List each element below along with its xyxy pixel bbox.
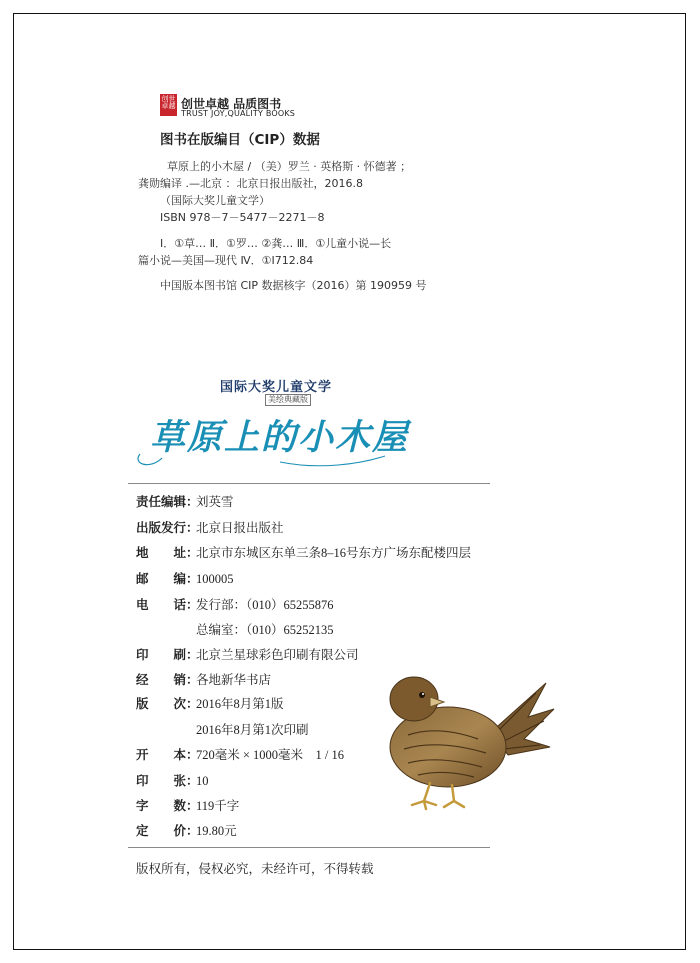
info-row-distributor bbox=[136, 670, 271, 688]
edition-badge: 美绘典藏版 bbox=[265, 394, 311, 406]
cip-title: 图书在版编目（CIP）数据 bbox=[160, 132, 320, 148]
info-label: 电 话： bbox=[136, 598, 199, 612]
info-value: 19.80元 bbox=[196, 824, 237, 838]
info-value: 720毫米 × 1000毫米 1 / 16 bbox=[196, 748, 345, 762]
info-value: 发行部：（010）65255876 bbox=[196, 598, 334, 612]
info-label: 开 本： bbox=[136, 748, 199, 762]
info-row-printing bbox=[136, 720, 309, 738]
info-row-editor bbox=[136, 492, 234, 510]
info-value: 119千字 bbox=[196, 799, 240, 813]
info-value: 2016年8月第1版 bbox=[196, 697, 284, 711]
page-frame bbox=[13, 13, 686, 950]
info-row-publisher bbox=[136, 518, 284, 536]
info-value: 北京兰星球彩色印刷有限公司 bbox=[196, 648, 359, 662]
bird-illustration bbox=[378, 655, 556, 813]
info-label: 邮 编： bbox=[136, 572, 199, 586]
cip-line-isbn: ISBN 978－7－5477－2271－8 bbox=[160, 211, 325, 224]
info-label: 印 张： bbox=[136, 774, 199, 788]
divider-bottom bbox=[128, 847, 490, 848]
cip-line-publisher: 龚勋编译 .—北京 ：北京日报出版社，2016.8 bbox=[138, 177, 363, 190]
info-label: 定 价： bbox=[136, 824, 199, 838]
cip-line-series: （国际大奖儿童文学） bbox=[160, 194, 270, 207]
info-label: 责任编辑： bbox=[136, 495, 199, 509]
info-label: 版 次： bbox=[136, 697, 199, 711]
info-label: 经 销： bbox=[136, 673, 199, 687]
series-title: 国际大奖儿童文学 bbox=[220, 380, 333, 395]
brand-name: 创世卓越 品质图书 bbox=[181, 97, 282, 111]
publisher-logo: 创世 卓越 bbox=[160, 94, 177, 116]
info-row-printer bbox=[136, 645, 359, 663]
copyright-notice: 版权所有，侵权必究，未经许可，不得转载 bbox=[136, 862, 374, 876]
info-label: 字 数： bbox=[136, 799, 199, 813]
info-value: 北京市东城区东单三条8–16号东方广场东配楼四层 bbox=[196, 546, 472, 560]
brand-slogan: TRUST JOY,QUALITY BOOKS bbox=[181, 109, 296, 118]
divider-top bbox=[128, 483, 490, 484]
info-value: 总编室：（010）65252135 bbox=[196, 623, 334, 637]
cip-line-classification-2: 篇小说—美国—现代 Ⅳ．①I712.84 bbox=[138, 254, 314, 267]
cip-line-author: 草原上的小木屋 / （美）罗兰 · 英格斯 · 怀德著 ； bbox=[167, 160, 412, 173]
info-row-edition bbox=[136, 694, 284, 712]
info-label: 地 址： bbox=[136, 546, 199, 560]
cip-line-cip-number: 中国版本图书馆 CIP 数据核字（2016）第 190959 号 bbox=[160, 279, 427, 292]
info-row-phone-sales bbox=[136, 595, 334, 613]
info-value: 北京日报出版社 bbox=[196, 521, 284, 535]
info-value: 10 bbox=[196, 774, 209, 788]
info-value: 刘英雪 bbox=[196, 495, 234, 509]
info-label: 印 刷： bbox=[136, 648, 199, 662]
info-value: 2016年8月第1次印刷 bbox=[196, 723, 309, 737]
info-label: 出版发行： bbox=[136, 521, 199, 535]
info-row-address bbox=[136, 543, 471, 561]
info-row-word-count bbox=[136, 796, 239, 814]
info-row-format bbox=[136, 745, 344, 763]
info-row-postcode bbox=[136, 569, 234, 587]
info-value: 100005 bbox=[196, 572, 234, 586]
info-row-price bbox=[136, 821, 237, 839]
info-value: 各地新华书店 bbox=[196, 673, 272, 687]
info-row-sheets bbox=[136, 771, 209, 789]
info-row-phone-editorial bbox=[136, 620, 334, 638]
book-title: 草原上的小木屋 bbox=[150, 417, 410, 458]
cip-line-classification-1: Ⅰ．①草… Ⅱ．①罗… ②龚… Ⅲ．①儿童小说—长 bbox=[160, 237, 392, 250]
